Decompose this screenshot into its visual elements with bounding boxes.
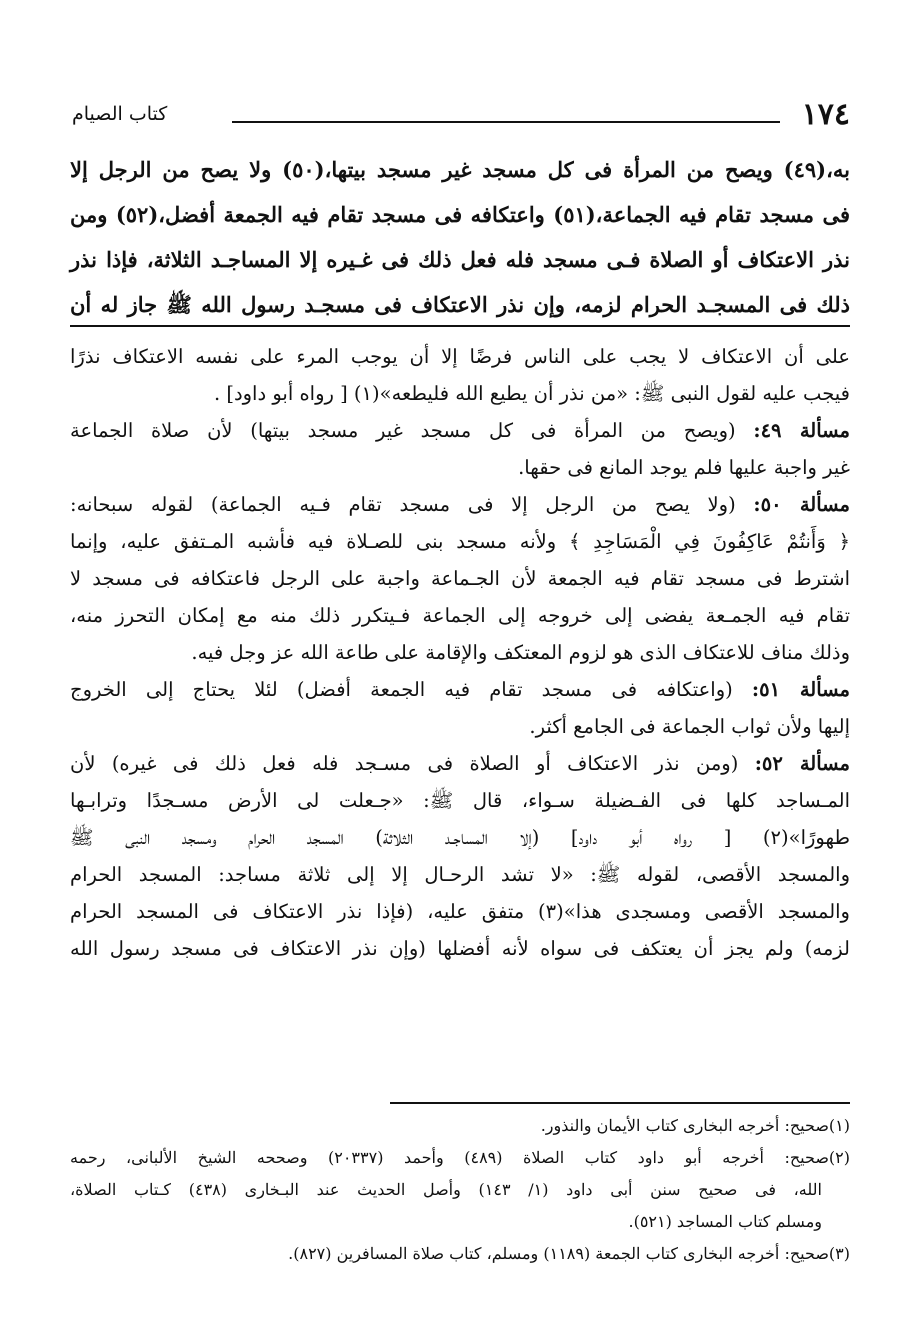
header-rule	[232, 121, 780, 123]
footnote-line: ومسلم كتاب المساجد (٥٢١).	[628, 1212, 822, 1231]
commentary-line	[70, 338, 850, 375]
commentary-line	[70, 486, 850, 523]
footnote-line: (٢)صحيح: أخرجه أبو داود كتاب الصلاة (٤٨٩) وأحمد (٢٠٣٣٧) وصححه الشيخ الألبانى، رحمه	[70, 1148, 850, 1167]
commentary-text: والمسجد الأقصى ومسجدى هذا»(٣) متفق عليه، (فإذا نذر الاعتكاف فى المسجد الحرام	[70, 900, 850, 923]
commentary-text: (واعتكافه فى مسجد تقام فيه الجمعة أفضل) لئلا يحتاج إلى الخروج	[70, 678, 752, 701]
commentary-line	[70, 449, 850, 486]
commentary-line	[70, 412, 850, 449]
page-header	[72, 95, 850, 135]
commentary-line	[70, 856, 850, 893]
matn-line: به،(٤٩) ويصح من المرأة فى كل مسجد غير مسجد بيتها،(٥٠) ولا يصح من الرجل إلا	[70, 157, 850, 182]
commentary-text: المـساجد كلها فى الفـضيلة سـواء، قال ﷺ: «جـعلت لى الأرض مسـجدًا وترابـها	[70, 789, 850, 812]
commentary-text: ﴿ وَأَنتُمْ عَاكِفُونَ فِي الْمَسَاجِدِ ﴾ ولأنه مسجد بنى للصـلاة فيه فأشبه المـتفق عليه، وإنما	[70, 530, 850, 553]
commentary-line	[70, 375, 850, 412]
commentary-line	[70, 893, 850, 930]
footnote-line: (١)صحيح: أخرجه البخارى كتاب الأيمان والنذور.	[540, 1116, 850, 1135]
commentary-line	[70, 930, 850, 967]
commentary-line	[70, 708, 850, 745]
masala-label: مسألة ٤٩:	[753, 419, 851, 442]
commentary-text: (ومن نذر الاعتكاف أو الصلاة فى مسـجد فله فعل ذلك فى غيره) لأن	[70, 752, 755, 775]
matn-line: فى مسجد تقام فيه الجماعة،(٥١) واعتكافه فى مسجد تقام فيه الجمعة أفضل،(٥٢) ومن	[70, 202, 850, 227]
commentary-text: وذلك مناف للاعتكاف الذى هو لزوم المعتكف والإقامة على طاعة الله عز وجل فيه.	[191, 641, 850, 664]
commentary-line	[70, 634, 850, 671]
masala-label: مسألة ٥٠:	[753, 493, 851, 516]
footnotes	[70, 1110, 850, 1270]
commentary-line	[70, 597, 850, 634]
matn-line: ذلك فى المسجـد الحرام لزمه، وإن نذر الاعتكاف فى مسجـد رسول الله ﷺ جاز له أن	[70, 292, 850, 317]
commentary-text: اشترط فى مسجد تقام فيه الجمعة لأن الجـماعة واجبة على الرجل فاعتكافه فى مسجد لا	[70, 567, 850, 590]
commentary-line	[70, 523, 850, 560]
commentary-text: (ويصح من المرأة فى كل مسجد غير مسجد بيتها) لأن صلاة الجماعة	[70, 419, 754, 442]
matn-line: نذر الاعتكاف أو الصلاة فـى مسجد فله فعل ذلك فى غـيره إلا المساجـد الثلاثة، فإذا نذر	[70, 247, 850, 272]
matn-text	[70, 147, 850, 327]
commentary-line	[70, 819, 850, 856]
commentary-text: على أن الاعتكاف لا يجب على الناس فرضًا إلا أن يوجب المرء على نفسه الاعتكاف نذرًا	[70, 345, 850, 368]
commentary-text: تقام فيه الجمـعة يفضى إلى خروجه إلى الجماعة فـيتكرر ذلك منه مع إمكان التحرز منه،	[70, 604, 850, 627]
commentary-text: لزمه) ولم يجز أن يعتكف فى سواه لأنه أفضلها (وإن نذر الاعتكاف فى مسجد رسول الله	[70, 937, 850, 960]
commentary-text: غير واجبة عليها فلم يوجد المانع فى حقها.	[518, 456, 850, 479]
footnote-line: (٣)صحيح: أخرجه البخارى كتاب الجمعة (١١٨٩) ومسلم، كتاب صلاة المسافرين (٨٢٧).	[288, 1244, 850, 1263]
footnote-line: الله، فى صحيح سنن أبى داود (١/ ١٤٣) وأصل الحديث عند البـخارى (٤٣٨) كـتاب الصلاة،	[70, 1180, 823, 1199]
matn-divider	[70, 325, 850, 327]
commentary	[70, 338, 850, 967]
commentary-text: طهورًا»(٢) [ رواه أبو داود] (إلا المساجـد الثلاثة) المسجد الحرام ومسجد النبى ﷺ	[70, 826, 850, 849]
commentary-line	[70, 782, 850, 819]
masala-label: مسألة ٥١:	[751, 678, 851, 701]
footnote-divider	[390, 1102, 850, 1104]
commentary-text: إليها ولأن ثواب الجماعة فى الجامع أكثر.	[529, 715, 850, 738]
commentary-text: فيجب عليه لقول النبى ﷺ: «من نذر أن يطيع الله فليطعه»(١) [ رواه أبو داود] .	[213, 382, 850, 405]
book-title: كتاب الصيام	[72, 103, 168, 125]
commentary-text: والمسجد الأقصى، لقوله ﷺ: «لا تشد الرحـال إلا إلى ثلاثة مساجد: المسجد الحرام	[70, 863, 850, 886]
masala-label: مسألة ٥٢:	[754, 752, 850, 775]
commentary-line	[70, 671, 850, 708]
commentary-line	[70, 745, 850, 782]
commentary-line	[70, 560, 850, 597]
commentary-text: (ولا يصح من الرجل إلا فى مسجد تقام فـيه الجماعة) لقوله سبحانه:	[70, 493, 754, 516]
page-number: ١٧٤	[801, 97, 850, 132]
